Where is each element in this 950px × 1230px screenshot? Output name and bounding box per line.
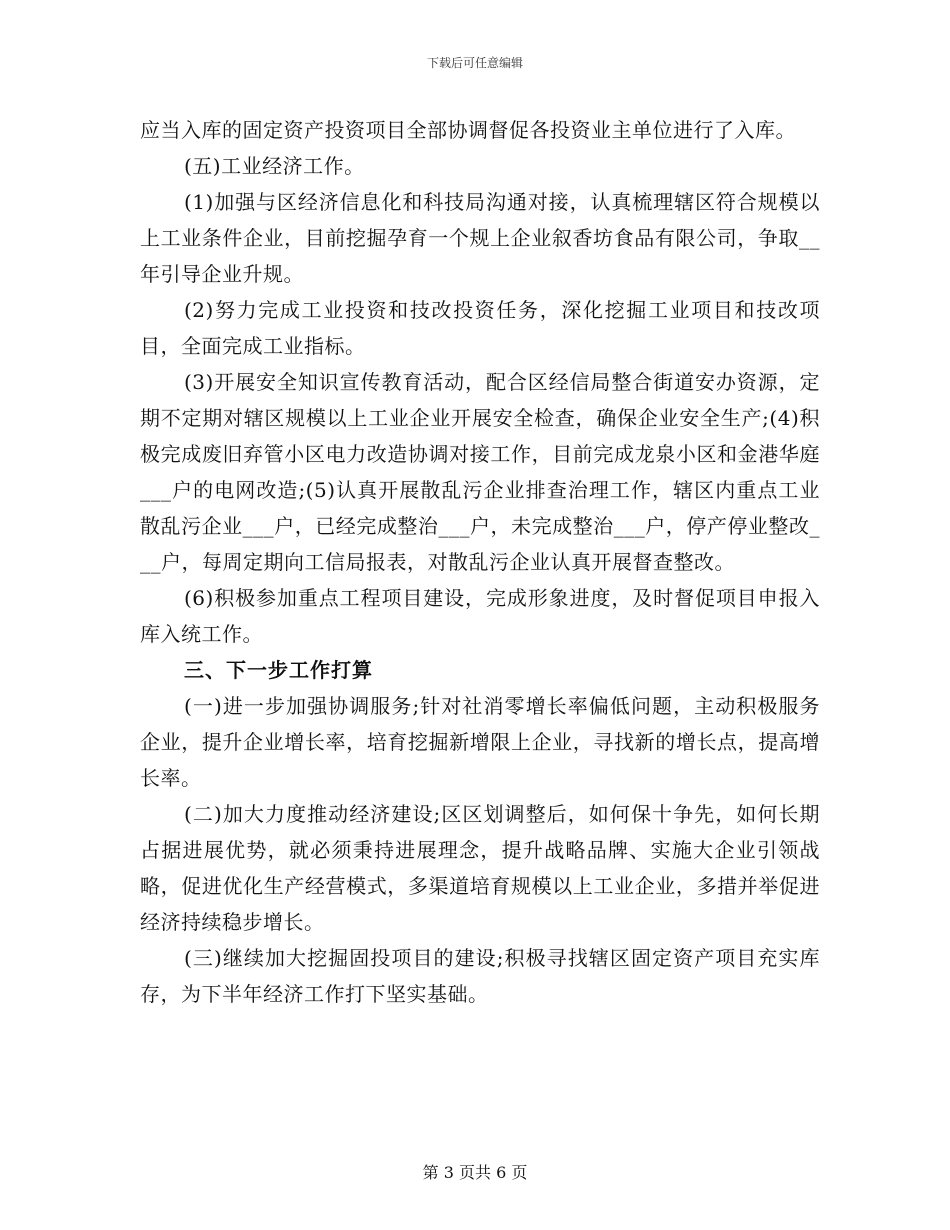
paragraph-plan-2: (二)加大力度推动经济建设;区区划调整后，如何保十争先，如何长期占据进展优势，就必须秉持进展理念，提升战略品牌、实施大企业引领战略，促进优化生产经营模式，多渠道培育规模以上工业企业，多措并举促进经济持续稳步增长。	[140, 802, 820, 934]
paragraph-industrial-title: (五)工业经济工作。	[184, 154, 365, 178]
paragraph-item-1: (1)加强与区经济信息化和科技局沟通对接，认真梳理辖区符合规模以上工业条件企业，目前挖掘孕育一个规上企业叙香坊食品有限公司，争取__年引导企业升规。	[140, 190, 820, 286]
section-heading: 三、下一步工作打算	[184, 658, 373, 682]
paragraph-item-2: (2)努力完成工业投资和技改投资任务，深化挖掘工业项目和技改项目，全面完成工业指标。	[140, 298, 820, 358]
page-header: 下载后可任意编辑	[426, 56, 523, 70]
paragraph-plan-3: (三)继续加大挖掘固投项目的建设;积极寻找辖区固定资产项目充实库存，为下半年经济工作打下坚实基础。	[140, 946, 820, 1006]
page-number: 第 3 页共 6 页	[422, 1163, 528, 1182]
document-body	[140, 112, 820, 1012]
paragraph-item-6: (6)积极参加重点工程项目建设，完成形象进度，及时督促项目申报入库入统工作。	[140, 586, 820, 646]
paragraph-plan-1: (一)进一步加强协调服务;针对社消零增长率偏低问题，主动积极服务企业，提升企业增长率，培育挖掘新增限上企业，寻找新的增长点，提高增长率。	[140, 694, 820, 790]
paragraph-continuation: 应当入库的固定资产投资项目全部协调督促各投资业主单位进行了入库。	[140, 118, 796, 142]
paragraph-item-3-5: (3)开展安全知识宣传教育活动，配合区经信局整合街道安办资源，定期不定期对辖区规模以上工业企业开展安全检查，确保企业安全生产;(4)积极完成废旧弃管小区电力改造协调对接工作，目前完成龙泉小区和金港华庭___户的电网改造;(5)认真开展散乱污企业排查治理工作，辖区内重点工业散乱污企业___户，已经完成整治___户，未完成整治___户，停产停业整改___户，每周定期向工信局报表，对散乱污企业认真开展督查整改。	[140, 370, 820, 574]
